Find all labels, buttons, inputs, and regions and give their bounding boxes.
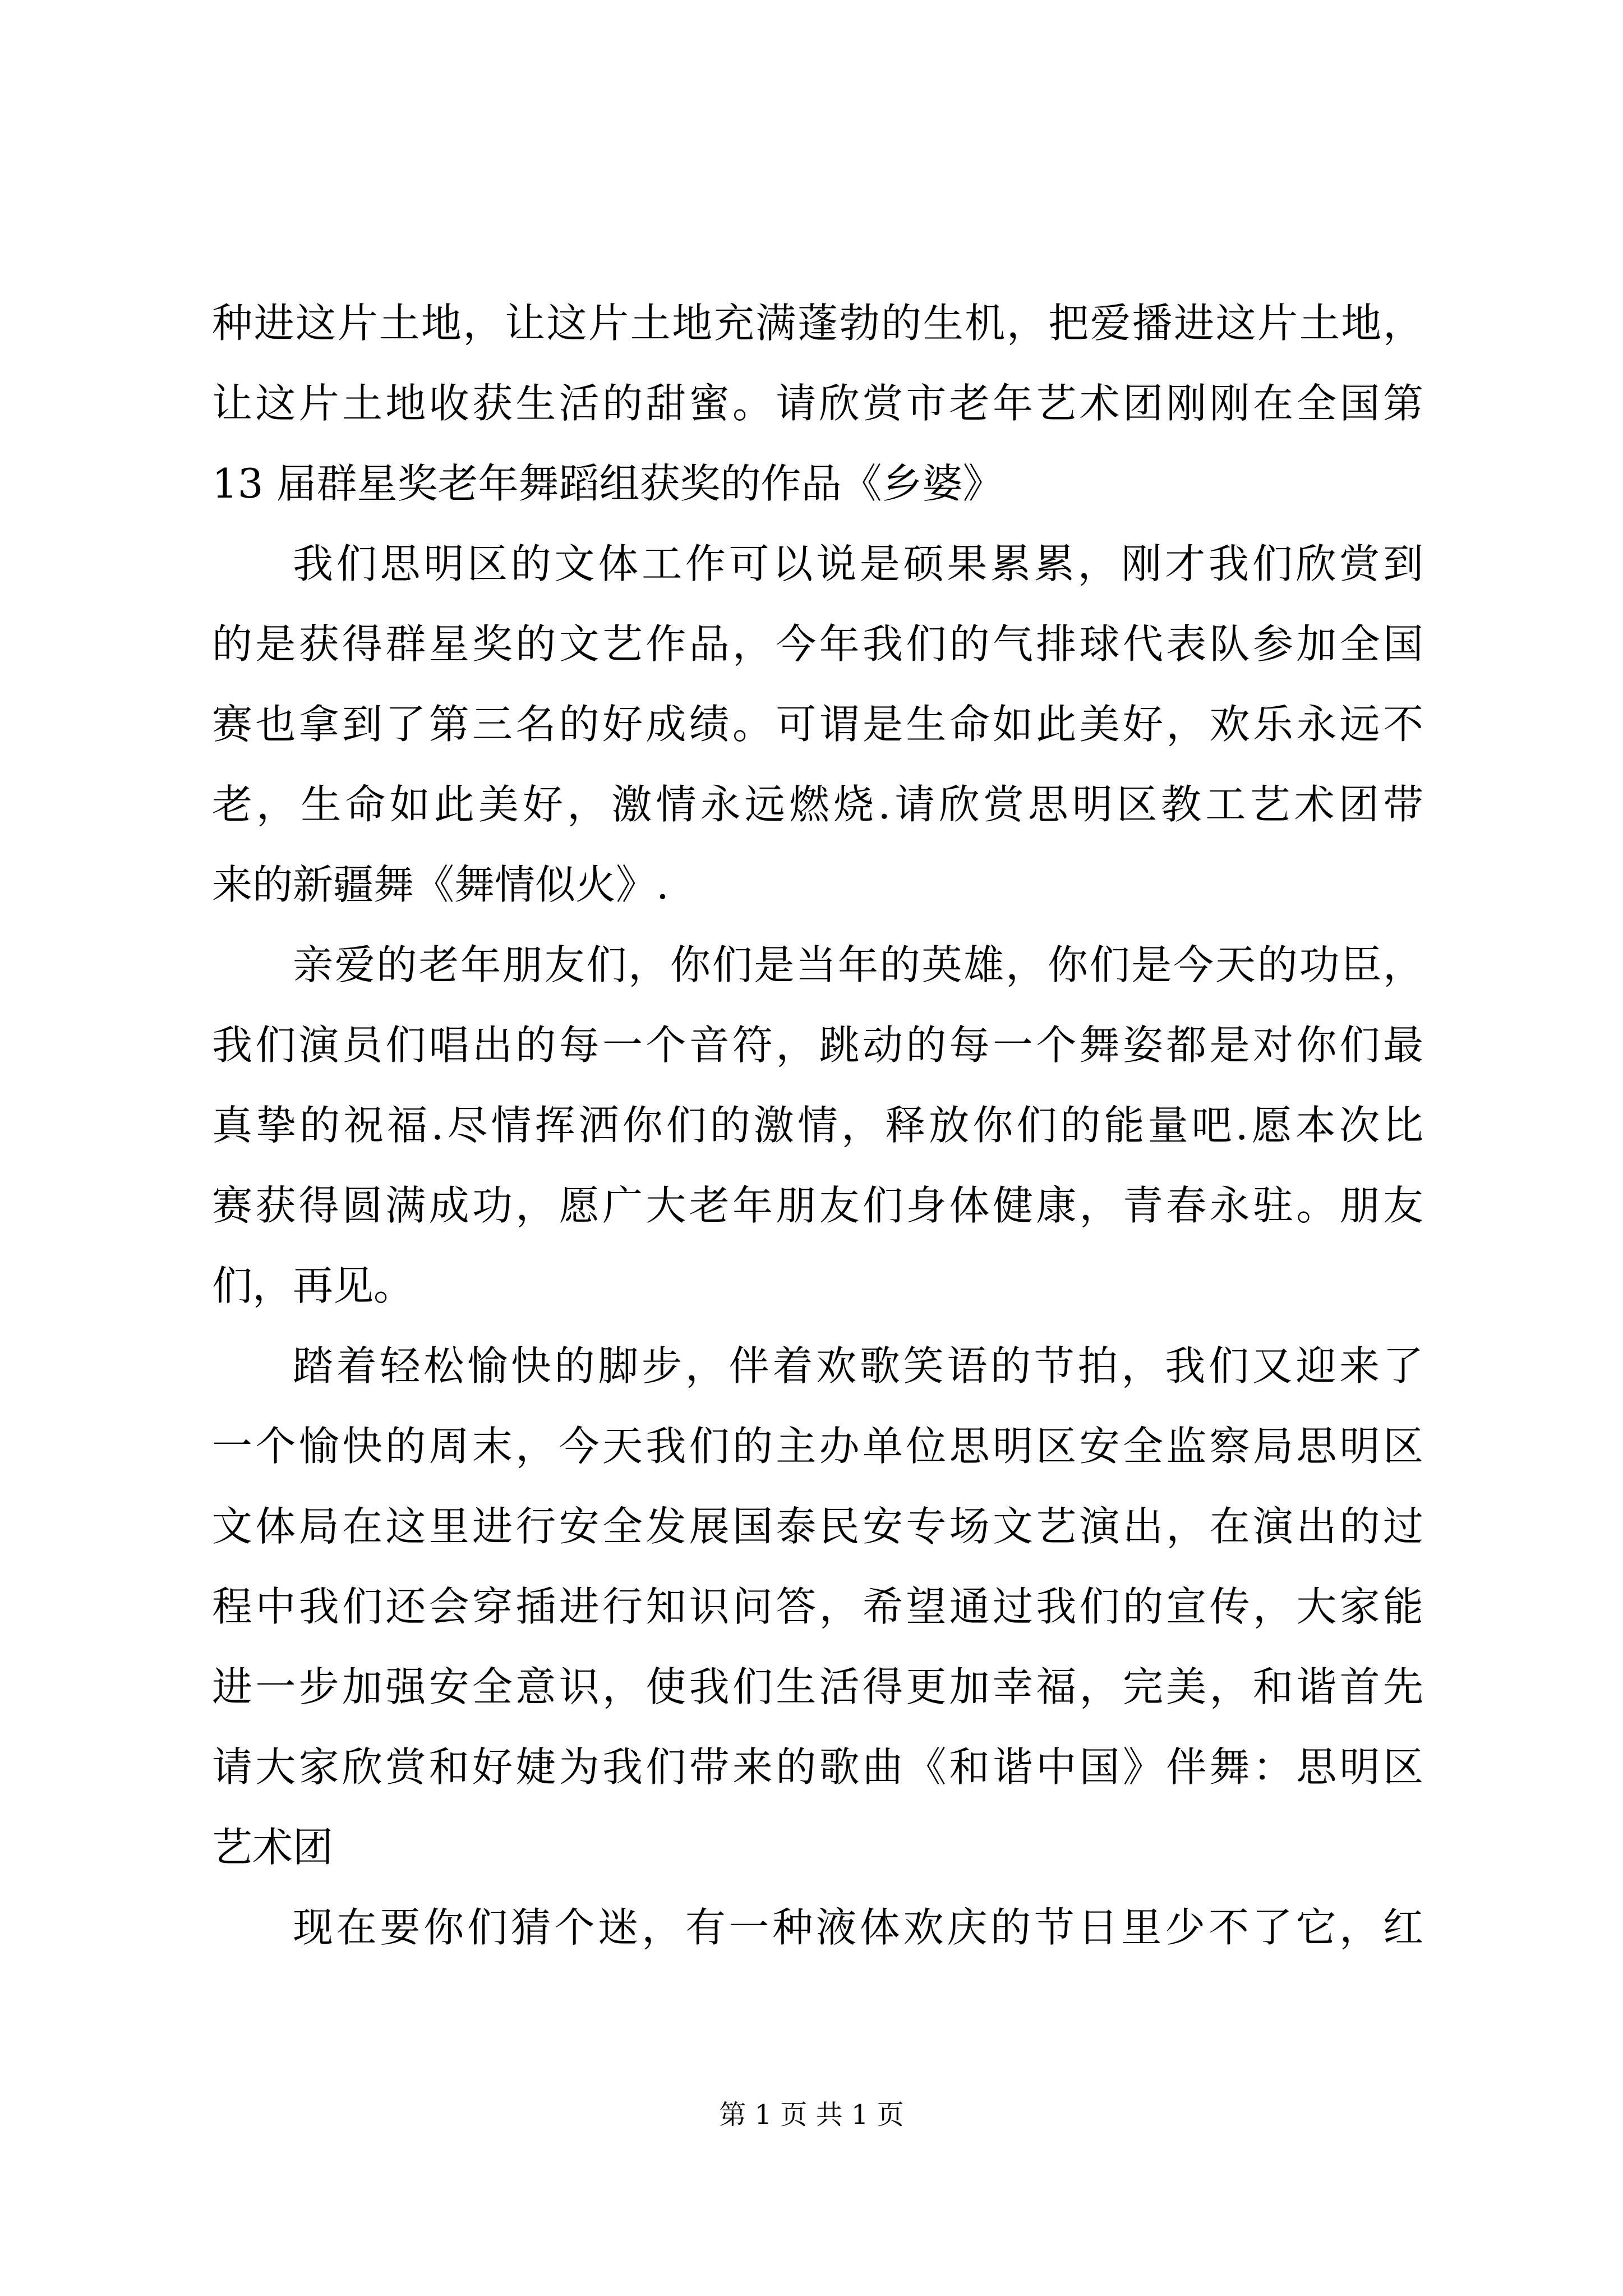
paragraph-start-line: 现在要你们猜个迷，有一种液体欢庆的节日里少不了它，红 [293, 1904, 1423, 1951]
text-line: 来的新疆舞《舞情似火》. [212, 861, 669, 908]
text-line: 一个愉快的周末，今天我们的主办单位思明区安全监察局思明区 [212, 1423, 1423, 1470]
text-line: 我们演员们唱出的每一个音符，跳动的每一个舞姿都是对你们最 [212, 1022, 1423, 1069]
text-line: 请大家欣赏和好婕为我们带来的歌曲《和谐中国》伴舞：思明区 [212, 1743, 1423, 1791]
text-line: 13 届群星奖老年舞蹈组获奖的作品《乡婆》 [212, 460, 1003, 507]
paragraph-start-line: 亲爱的老年朋友们，你们是当年的英雄，你们是今天的功臣， [293, 941, 1423, 988]
text-line: 的是获得群星奖的文艺作品，今年我们的气排球代表队参加全国 [212, 620, 1423, 668]
text-line: 艺术团 [212, 1824, 334, 1871]
text-line: 程中我们还会穿插进行知识问答，希望通过我们的宣传，大家能 [212, 1583, 1423, 1630]
text-line: 种进这片土地，让这片土地充满蓬勃的生机，把爱播进这片土地， [212, 300, 1423, 347]
text-line: 进一步加强安全意识，使我们生活得更加幸福，完美，和谐首先 [212, 1663, 1423, 1710]
paragraph-start-line: 我们思明区的文体工作可以说是硕果累累，刚才我们欣赏到 [293, 540, 1423, 587]
text-line: 赛也拿到了第三名的好成绩。可谓是生命如此美好，欢乐永远不 [212, 701, 1423, 748]
text-line: 文体局在这里进行安全发展国泰民安专场文艺演出，在演出的过 [212, 1503, 1423, 1550]
text-line: 让这片土地收获生活的甜蜜。请欣赏市老年艺术团刚刚在全国第 [212, 380, 1423, 427]
text-line: 赛获得圆满成功，愿广大老年朋友们身体健康，青春永驻。朋友 [212, 1182, 1423, 1229]
document-body [212, 283, 1423, 1968]
paragraph-start-line: 踏着轻松愉快的脚步，伴着欢歌笑语的节拍，我们又迎来了 [293, 1342, 1423, 1389]
page-footer: 第 1 页 共 1 页 [719, 2099, 904, 2131]
text-line: 们，再见。 [212, 1262, 414, 1309]
text-line: 老，生命如此美好，激情永远燃烧.请欣赏思明区教工艺术团带 [212, 781, 1423, 828]
text-line: 真挚的祝福.尽情挥洒你们的激情，释放你们的能量吧.愿本次比 [212, 1102, 1423, 1149]
